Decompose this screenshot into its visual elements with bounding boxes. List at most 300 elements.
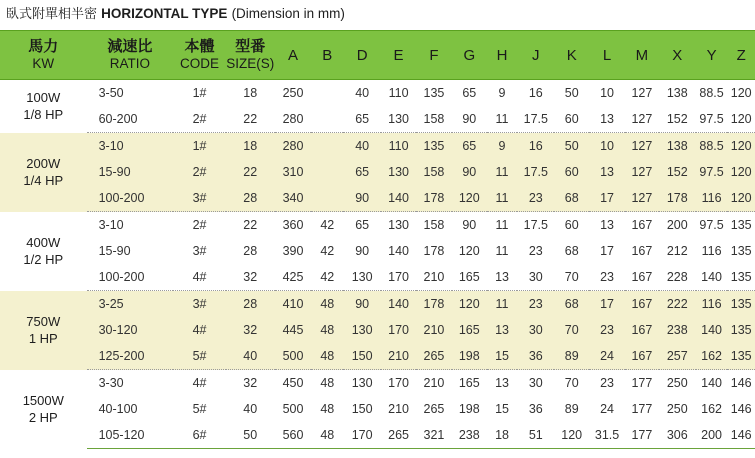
dim-cell-b xyxy=(311,106,343,133)
dim-cell-e: 110 xyxy=(381,133,416,160)
table-row xyxy=(0,80,755,107)
header-power-zh: 馬力 xyxy=(28,37,59,55)
dim-cell-z: 135 xyxy=(727,291,755,318)
dim-cell-h: 13 xyxy=(487,317,518,343)
dim-cell-b: 48 xyxy=(311,422,343,449)
header-size-en: SIZE(S) xyxy=(226,56,275,71)
dim-cell-z: 146 xyxy=(727,422,755,449)
dim-cell-z: 146 xyxy=(730,376,752,390)
dim-cell-m: 127 xyxy=(625,106,659,133)
table-row xyxy=(0,396,755,422)
header-dim-g: G xyxy=(452,31,487,80)
dim-cell-k: 50 xyxy=(564,86,579,100)
code-cell: 4# xyxy=(173,317,226,343)
dim-cell-y: 200 xyxy=(696,422,728,449)
dim-cell-m: 177 xyxy=(631,376,653,390)
dim-cell-d: 130 xyxy=(351,376,373,390)
code-cell: 1# xyxy=(192,86,207,100)
dim-cell-k: 68 xyxy=(564,244,579,258)
dim-cell-j: 23 xyxy=(517,291,554,318)
header-dim-z: Z xyxy=(727,31,755,80)
power-watts: 200W xyxy=(26,156,61,171)
dim-cell-y: 140 xyxy=(701,376,723,390)
dim-cell-g: 120 xyxy=(452,185,487,212)
code-cell: 3# xyxy=(192,244,207,258)
dim-cell-d: 90 xyxy=(343,185,381,212)
dim-cell-g: 238 xyxy=(452,422,487,449)
ratio-cell: 3-25 xyxy=(87,291,174,318)
header-code-zh: 本體 xyxy=(184,37,215,55)
table-row xyxy=(0,264,755,291)
dim-cell-f: 135 xyxy=(423,86,445,100)
dim-cell-b: 48 xyxy=(320,402,335,416)
table-row xyxy=(0,291,755,318)
ratio-cell: 15-90 xyxy=(87,159,174,185)
header-dim-m: M xyxy=(625,31,659,80)
dim-cell-b: 42 xyxy=(320,244,335,258)
header-power-en: KW xyxy=(32,56,55,71)
code-cell: 2# xyxy=(192,218,207,232)
header-dim-f: F xyxy=(416,31,452,80)
dim-cell-k: 120 xyxy=(554,422,589,449)
dim-cell-z: 135 xyxy=(727,343,755,370)
dim-cell-b: 48 xyxy=(320,376,335,390)
size-cell: 40 xyxy=(243,402,258,416)
ratio-cell: 3-50 xyxy=(98,86,124,100)
dim-cell-l: 17 xyxy=(600,244,615,258)
dim-cell-h: 11 xyxy=(495,218,509,232)
power-cell xyxy=(0,291,87,370)
dim-cell-x: 238 xyxy=(659,317,696,343)
dim-cell-j: 17.5 xyxy=(523,218,548,232)
code-cell: 6# xyxy=(173,422,226,449)
power-cell xyxy=(0,80,87,133)
page-title xyxy=(6,4,345,24)
dim-cell-l: 13 xyxy=(589,159,625,185)
ratio-cell: 3-10 xyxy=(87,133,174,160)
dim-cell-e: 265 xyxy=(381,422,416,449)
dim-cell-k: 70 xyxy=(564,376,579,390)
size-cell: 40 xyxy=(226,343,275,370)
dim-cell-z: 135 xyxy=(730,244,752,258)
dim-cell-x: 212 xyxy=(666,244,688,258)
dim-cell-z: 135 xyxy=(730,218,752,232)
dim-cell-x: 178 xyxy=(659,185,696,212)
dim-cell-a: 310 xyxy=(275,159,312,185)
dim-cell-h: 13 xyxy=(495,376,509,390)
dim-cell-f: 158 xyxy=(423,218,445,232)
dim-cell-f: 178 xyxy=(423,244,445,258)
dim-cell-a: 410 xyxy=(275,291,312,318)
table-header xyxy=(0,31,755,80)
table-row xyxy=(0,212,755,239)
dim-cell-l: 13 xyxy=(589,106,625,133)
power-hp: 2 HP xyxy=(28,410,58,425)
dim-cell-l: 24 xyxy=(600,402,615,416)
dim-cell-y: 97.5 xyxy=(696,159,728,185)
dim-cell-m: 127 xyxy=(625,133,659,160)
dim-cell-m: 167 xyxy=(625,317,659,343)
dim-cell-f: 178 xyxy=(416,291,452,318)
size-cell: 22 xyxy=(226,159,275,185)
power-hp: 1/4 HP xyxy=(23,173,64,188)
dim-cell-y: 162 xyxy=(696,343,728,370)
size-cell: 22 xyxy=(226,106,275,133)
dim-cell-a: 500 xyxy=(275,343,312,370)
dim-cell-m: 127 xyxy=(631,86,653,100)
dim-cell-e: 130 xyxy=(388,218,409,232)
power-hp: 1 HP xyxy=(28,331,58,346)
dim-cell-b xyxy=(311,80,343,107)
dim-cell-m: 167 xyxy=(625,264,659,291)
code-cell: 1# xyxy=(173,133,226,160)
power-cell xyxy=(0,370,87,449)
dim-cell-m: 127 xyxy=(625,185,659,212)
dim-cell-m: 177 xyxy=(625,422,659,449)
dim-cell-z: 120 xyxy=(727,106,755,133)
dim-cell-j: 30 xyxy=(528,376,543,390)
dim-cell-h: 11 xyxy=(487,291,518,318)
dim-cell-j: 17.5 xyxy=(517,159,554,185)
table-body xyxy=(0,80,755,449)
dim-cell-h: 15 xyxy=(487,343,518,370)
dim-cell-e: 210 xyxy=(381,343,416,370)
dim-cell-z: 146 xyxy=(730,402,752,416)
dim-cell-g: 165 xyxy=(452,317,487,343)
dim-cell-l: 24 xyxy=(589,343,625,370)
header-row xyxy=(0,31,755,80)
dim-cell-y: 116 xyxy=(701,244,722,258)
dim-cell-l: 23 xyxy=(600,376,615,390)
code-cell: 5# xyxy=(173,343,226,370)
table-row xyxy=(0,106,755,133)
dim-cell-h: 11 xyxy=(487,159,518,185)
header-dim-e: E xyxy=(381,31,416,80)
dim-cell-j: 16 xyxy=(517,133,554,160)
dim-cell-h: 11 xyxy=(487,106,518,133)
dim-cell-d: 170 xyxy=(343,422,381,449)
dim-cell-g: 90 xyxy=(452,106,487,133)
dim-cell-j: 23 xyxy=(528,244,543,258)
size-cell: 28 xyxy=(243,244,258,258)
dim-cell-a: 340 xyxy=(275,185,312,212)
header-dim-l: L xyxy=(589,31,625,80)
dim-cell-b: 48 xyxy=(311,343,343,370)
ratio-cell: 100-200 xyxy=(87,264,174,291)
power-cell xyxy=(0,212,87,291)
header-ratio-en: RATIO xyxy=(109,56,150,71)
dim-cell-x: 306 xyxy=(659,422,696,449)
dim-cell-k: 70 xyxy=(554,317,589,343)
table-row xyxy=(0,370,755,397)
dim-cell-z: 120 xyxy=(730,86,752,100)
dim-cell-k: 68 xyxy=(554,185,589,212)
dim-cell-f: 178 xyxy=(416,185,452,212)
dim-cell-h: 9 xyxy=(487,133,518,160)
dim-cell-x: 222 xyxy=(659,291,696,318)
code-cell: 3# xyxy=(173,291,226,318)
dim-cell-h: 9 xyxy=(498,86,506,100)
dim-cell-f: 265 xyxy=(416,343,452,370)
title-zh: 臥式附單相半密 xyxy=(6,7,98,22)
header-dim-a: A xyxy=(275,31,312,80)
dim-cell-b: 42 xyxy=(311,264,343,291)
dim-cell-h: 18 xyxy=(487,422,518,449)
dim-cell-x: 138 xyxy=(659,133,696,160)
dim-cell-f: 210 xyxy=(416,264,452,291)
dim-cell-f: 135 xyxy=(416,133,452,160)
dim-cell-j: 23 xyxy=(517,185,554,212)
dim-cell-a: 500 xyxy=(282,402,304,416)
header-code xyxy=(173,31,226,80)
dim-cell-k: 60 xyxy=(564,218,579,232)
title-dimension-note: (Dimension in mm) xyxy=(231,6,345,21)
dim-cell-k: 50 xyxy=(554,133,589,160)
ratio-cell: 30-120 xyxy=(87,317,174,343)
power-watts: 1500W xyxy=(22,393,64,408)
code-cell: 2# xyxy=(173,159,226,185)
dim-cell-d: 130 xyxy=(343,264,381,291)
dim-cell-f: 210 xyxy=(416,317,452,343)
dim-cell-e: 130 xyxy=(381,106,416,133)
ratio-cell: 105-120 xyxy=(87,422,174,449)
dim-cell-l: 31.5 xyxy=(589,422,625,449)
dim-cell-k: 68 xyxy=(554,291,589,318)
dim-cell-f: 158 xyxy=(416,106,452,133)
header-power xyxy=(0,31,87,80)
code-cell: 4# xyxy=(192,376,207,390)
table-row xyxy=(0,185,755,212)
dim-cell-j: 51 xyxy=(517,422,554,449)
dim-cell-g: 120 xyxy=(452,291,487,318)
dim-cell-y: 116 xyxy=(696,185,728,212)
dim-cell-a: 560 xyxy=(275,422,312,449)
dim-cell-k: 60 xyxy=(554,159,589,185)
header-size-zh: 型番 xyxy=(235,37,266,55)
dim-cell-d: 90 xyxy=(343,291,381,318)
ratio-cell: 40-100 xyxy=(98,402,138,416)
dim-cell-x: 250 xyxy=(666,376,688,390)
dim-cell-j: 16 xyxy=(528,86,543,100)
dim-cell-z: 135 xyxy=(727,264,755,291)
dim-cell-m: 167 xyxy=(625,343,659,370)
dim-cell-e: 170 xyxy=(381,317,416,343)
dim-cell-x: 228 xyxy=(659,264,696,291)
power-watts: 400W xyxy=(26,235,61,250)
dim-cell-g: 198 xyxy=(458,402,480,416)
dim-cell-m: 167 xyxy=(631,218,653,232)
dim-cell-z: 120 xyxy=(727,159,755,185)
dim-cell-k: 89 xyxy=(554,343,589,370)
header-dim-b: B xyxy=(311,31,343,80)
dim-cell-x: 152 xyxy=(659,106,696,133)
dim-cell-f: 265 xyxy=(423,402,445,416)
ratio-cell: 3-10 xyxy=(98,218,124,232)
dim-cell-x: 250 xyxy=(666,402,688,416)
dim-cell-z: 120 xyxy=(727,185,755,212)
dim-cell-l: 23 xyxy=(589,264,625,291)
title-en: HORIZONTAL TYPE xyxy=(101,6,228,21)
dim-cell-x: 200 xyxy=(666,218,688,232)
dim-cell-h: 13 xyxy=(487,264,518,291)
dim-cell-j: 30 xyxy=(517,264,554,291)
header-dim-k: K xyxy=(554,31,589,80)
dim-cell-d: 40 xyxy=(343,133,381,160)
power-cell xyxy=(0,133,87,212)
dim-cell-k: 60 xyxy=(554,106,589,133)
dim-cell-a: 360 xyxy=(282,218,304,232)
dim-cell-d: 65 xyxy=(355,218,370,232)
dim-cell-g: 65 xyxy=(452,133,487,160)
dim-cell-d: 65 xyxy=(343,106,381,133)
size-cell: 28 xyxy=(226,291,275,318)
size-cell: 28 xyxy=(226,185,275,212)
header-size xyxy=(226,31,275,80)
code-cell: 4# xyxy=(173,264,226,291)
dim-cell-y: 140 xyxy=(696,317,728,343)
header-ratio-zh: 減速比 xyxy=(107,37,153,55)
size-cell: 22 xyxy=(243,218,258,232)
dim-cell-f: 158 xyxy=(416,159,452,185)
dim-cell-b: 42 xyxy=(320,218,335,232)
dim-cell-d: 130 xyxy=(343,317,381,343)
power-watts: 100W xyxy=(26,90,61,106)
dim-cell-b: 48 xyxy=(311,291,343,318)
size-cell: 18 xyxy=(243,86,258,100)
dim-cell-h: 15 xyxy=(495,402,509,416)
dim-cell-e: 170 xyxy=(381,264,416,291)
dim-cell-f: 210 xyxy=(423,376,445,390)
table-row xyxy=(0,238,755,264)
dim-cell-l: 13 xyxy=(600,218,615,232)
header-dim-y: Y xyxy=(696,31,728,80)
dim-cell-a: 250 xyxy=(282,86,304,100)
dim-cell-m: 167 xyxy=(625,291,659,318)
dim-cell-d: 150 xyxy=(351,402,373,416)
dim-cell-j: 17.5 xyxy=(517,106,554,133)
dim-cell-j: 36 xyxy=(517,343,554,370)
dim-cell-b xyxy=(311,133,343,160)
dim-cell-l: 17 xyxy=(589,185,625,212)
dim-cell-g: 90 xyxy=(452,159,487,185)
dim-cell-g: 198 xyxy=(452,343,487,370)
dim-cell-x: 257 xyxy=(659,343,696,370)
code-cell: 5# xyxy=(192,402,207,416)
dim-cell-z: 120 xyxy=(727,133,755,160)
header-code-en: CODE xyxy=(180,56,220,71)
dim-cell-g: 120 xyxy=(458,244,480,258)
dim-cell-e: 110 xyxy=(388,86,409,100)
dim-cell-d: 65 xyxy=(343,159,381,185)
header-dim-j: J xyxy=(517,31,554,80)
dim-cell-g: 90 xyxy=(462,218,477,232)
code-cell: 3# xyxy=(173,185,226,212)
dim-cell-e: 170 xyxy=(388,376,409,390)
dim-cell-y: 140 xyxy=(696,264,728,291)
ratio-cell: 60-200 xyxy=(87,106,174,133)
dim-cell-l: 23 xyxy=(589,317,625,343)
dim-cell-d: 40 xyxy=(355,86,370,100)
dim-cell-y: 116 xyxy=(696,291,728,318)
header-ratio xyxy=(87,31,174,80)
dim-cell-m: 177 xyxy=(631,402,653,416)
dim-cell-x: 152 xyxy=(659,159,696,185)
table-row xyxy=(0,343,755,370)
dim-cell-m: 167 xyxy=(631,244,653,258)
dim-cell-g: 165 xyxy=(452,264,487,291)
dim-cell-j: 36 xyxy=(528,402,543,416)
table-row xyxy=(0,133,755,160)
size-cell: 32 xyxy=(243,376,258,390)
table-row xyxy=(0,159,755,185)
power-hp: 1/8 HP xyxy=(23,107,64,123)
table-row xyxy=(0,317,755,343)
dim-cell-b xyxy=(311,185,343,212)
dim-cell-e: 140 xyxy=(388,244,409,258)
dim-cell-x: 138 xyxy=(666,86,688,100)
dim-cell-e: 140 xyxy=(381,185,416,212)
dim-cell-b xyxy=(311,159,343,185)
power-watts: 750W xyxy=(26,314,61,329)
dim-cell-m: 127 xyxy=(625,159,659,185)
dim-cell-k: 70 xyxy=(554,264,589,291)
ratio-cell: 125-200 xyxy=(87,343,174,370)
code-cell: 2# xyxy=(173,106,226,133)
dim-cell-y: 97.5 xyxy=(696,106,728,133)
dim-cell-a: 280 xyxy=(275,106,312,133)
dim-cell-z: 135 xyxy=(727,317,755,343)
dim-cell-h: 11 xyxy=(495,244,509,258)
dim-cell-e: 130 xyxy=(381,159,416,185)
table-row xyxy=(0,422,755,449)
dim-cell-f: 321 xyxy=(416,422,452,449)
dim-cell-y: 97.5 xyxy=(699,218,724,232)
dim-cell-d: 150 xyxy=(343,343,381,370)
dim-cell-a: 445 xyxy=(275,317,312,343)
dim-cell-a: 425 xyxy=(275,264,312,291)
dim-cell-h: 11 xyxy=(487,185,518,212)
dim-cell-k: 89 xyxy=(564,402,579,416)
size-cell: 32 xyxy=(226,264,275,291)
dim-cell-g: 65 xyxy=(462,86,477,100)
header-dim-h: H xyxy=(487,31,518,80)
dim-cell-l: 10 xyxy=(589,133,625,160)
ratio-cell: 100-200 xyxy=(87,185,174,212)
dim-cell-b: 48 xyxy=(311,317,343,343)
size-cell: 50 xyxy=(226,422,275,449)
dim-cell-y: 88.5 xyxy=(696,133,728,160)
dim-cell-a: 450 xyxy=(282,376,304,390)
dim-cell-a: 280 xyxy=(275,133,312,160)
ratio-cell: 15-90 xyxy=(98,244,131,258)
header-dim-d: D xyxy=(343,31,381,80)
size-cell: 18 xyxy=(226,133,275,160)
dim-cell-j: 30 xyxy=(517,317,554,343)
spec-table xyxy=(0,30,755,449)
dim-cell-a: 390 xyxy=(282,244,304,258)
dim-cell-e: 210 xyxy=(388,402,409,416)
size-cell: 32 xyxy=(226,317,275,343)
dim-cell-e: 140 xyxy=(381,291,416,318)
header-dim-x: X xyxy=(659,31,696,80)
dim-cell-l: 10 xyxy=(600,86,615,100)
ratio-cell: 3-30 xyxy=(98,376,124,390)
dim-cell-g: 165 xyxy=(458,376,480,390)
dim-cell-d: 90 xyxy=(355,244,370,258)
power-hp: 1/2 HP xyxy=(23,252,64,267)
dim-cell-l: 17 xyxy=(589,291,625,318)
dim-cell-y: 88.5 xyxy=(699,86,724,100)
